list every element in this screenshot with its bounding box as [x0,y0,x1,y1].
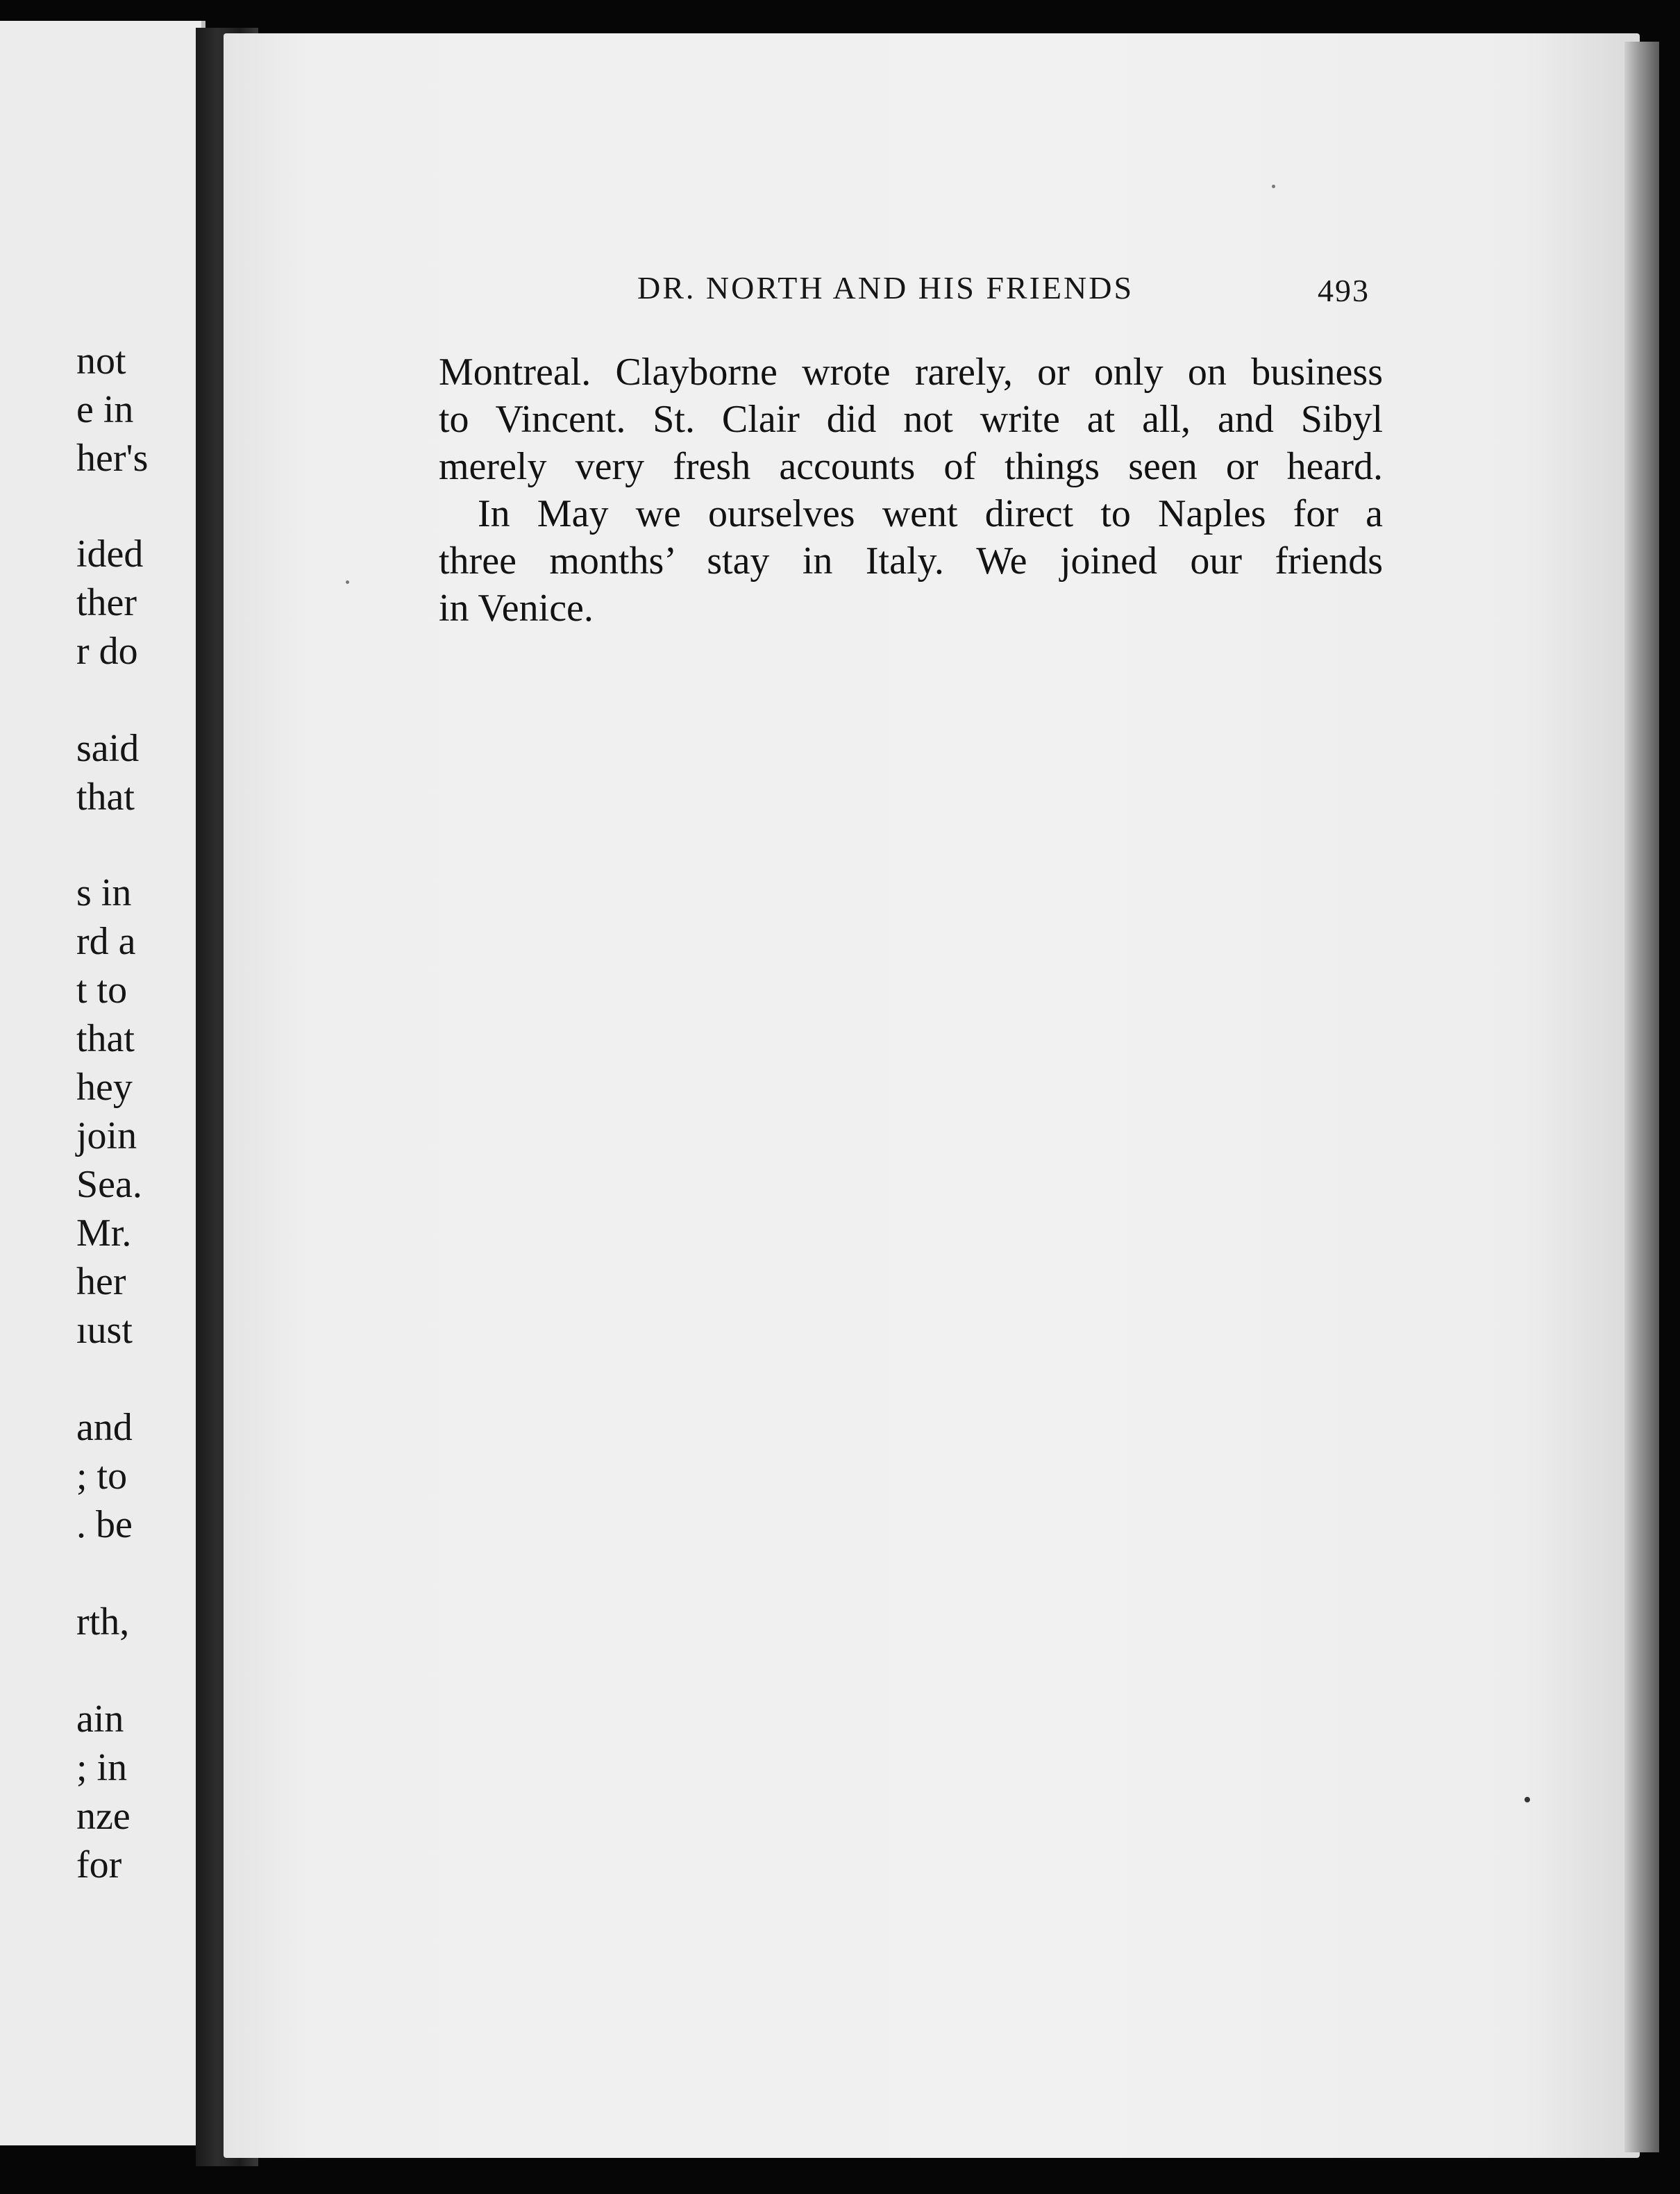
running-head: DR. NORTH AND HIS FRIENDS [637,270,1134,305]
scan-speck [346,580,349,584]
left-line-fragment: ; in [76,1746,128,1789]
left-line-fragment: and [76,1406,133,1449]
left-line-fragment: ided [76,533,144,576]
left-line-fragment: for [76,1843,122,1886]
text-line: In May we ourselves went direct to Naples for a [478,492,1383,535]
left-line-fragment: that [76,776,135,819]
left-line-fragment: t to [76,969,128,1012]
left-page-fragment [0,21,205,2145]
left-line-fragment: s in [76,871,132,914]
page-number: 493 [1318,273,1370,308]
left-line-fragment: e in [76,388,134,431]
paragraph-2 [439,490,1383,632]
left-line-fragment: Sea. [76,1163,142,1206]
left-line-fragment: rth, [76,1600,130,1643]
scan-speck [1524,1797,1530,1802]
paragraph-1 [439,349,1383,490]
text-line: Montreal. Clayborne wrote rarely, or only on business [439,351,1383,394]
left-line-fragment: ; to [76,1455,128,1498]
left-line-fragment: ıust [76,1309,133,1352]
text-line: merely very fresh accounts of things seen or heard. [439,445,1383,488]
left-line-fragment: nze [76,1795,131,1838]
left-line-fragment: not [76,340,126,383]
left-line-fragment: her's [76,437,149,480]
body-text [439,349,1383,632]
scan-speck [1272,185,1275,188]
left-line-fragment: Mr. [76,1212,132,1255]
left-line-fragment: ain [76,1698,124,1741]
left-line-fragment: . be [76,1503,133,1546]
left-line-fragment: her [76,1260,126,1303]
page-edge-shadow [1624,42,1659,2152]
left-line-fragment: hey [76,1066,133,1109]
left-line-fragment: said [76,727,140,770]
left-line-fragment: join [76,1114,137,1157]
text-line: to Vincent. St. Clair did not write at all, and Sibyl [439,398,1383,441]
left-line-fragment: ther [76,581,137,624]
left-line-fragment: r do [76,630,138,673]
text-line: three months’ stay in Italy. We joined our friends [439,539,1383,583]
left-line-fragment: rd a [76,920,136,963]
left-line-fragment: that [76,1017,135,1060]
text-line: in Venice. [439,587,594,630]
